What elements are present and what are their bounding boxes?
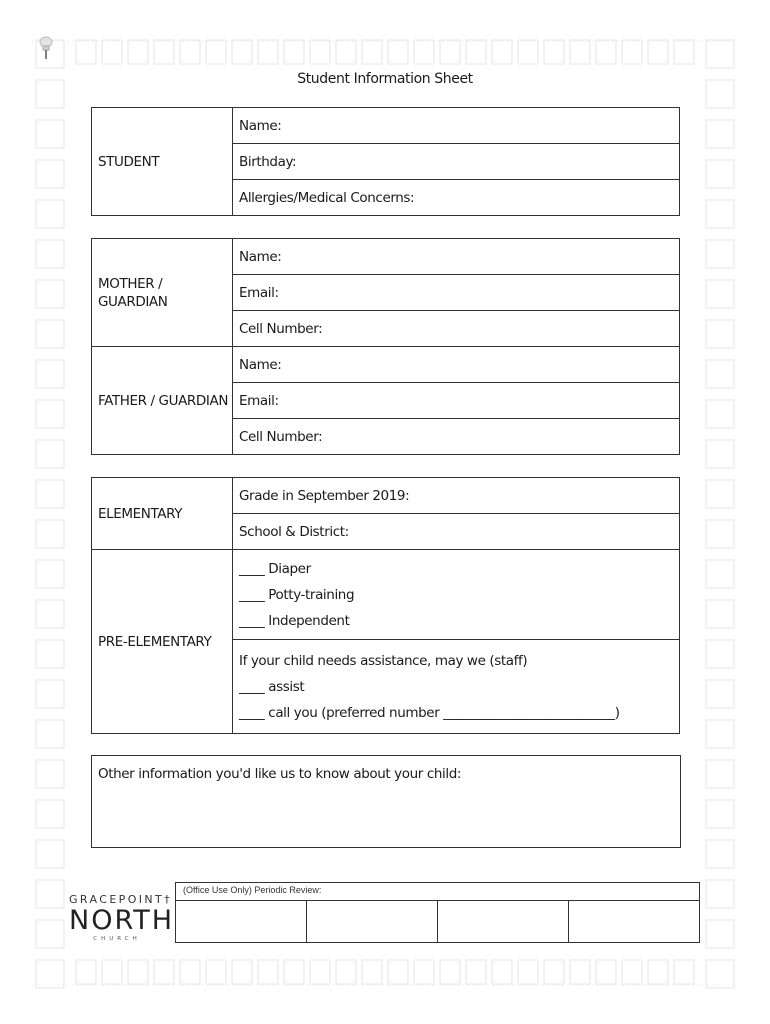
toileting-options xyxy=(233,550,680,640)
frame-square xyxy=(76,960,96,984)
frame-square xyxy=(284,960,304,984)
frame-square xyxy=(258,960,278,984)
frame-square xyxy=(36,840,64,868)
church-logo xyxy=(69,893,175,942)
frame-square xyxy=(706,600,734,628)
frame-square xyxy=(706,320,734,348)
frame-square xyxy=(154,40,174,64)
frame-square xyxy=(36,160,64,188)
grade-field[interactable]: Grade in September 2019: xyxy=(233,478,680,514)
frame-square xyxy=(706,960,734,988)
frame-square xyxy=(440,40,460,64)
frame-square xyxy=(518,40,538,64)
frame-square xyxy=(36,920,64,948)
frame-square xyxy=(440,960,460,984)
frame-square xyxy=(180,960,200,984)
frame-square xyxy=(544,40,564,64)
student-allergies-field[interactable]: Allergies/Medical Concerns: xyxy=(233,180,680,216)
frame-square xyxy=(706,280,734,308)
frame-square xyxy=(36,520,64,548)
pre-elementary-label: PRE-ELEMENTARY xyxy=(92,550,233,734)
frame-square xyxy=(36,760,64,788)
mother-cell-field[interactable]: Cell Number: xyxy=(233,311,680,347)
review-cells xyxy=(176,900,699,943)
frame-square xyxy=(706,880,734,908)
frame-square xyxy=(706,480,734,508)
review-cell[interactable] xyxy=(176,901,307,943)
frame-square xyxy=(414,40,434,64)
frame-square xyxy=(648,40,668,64)
frame-square xyxy=(258,40,278,64)
frame-square xyxy=(336,40,356,64)
father-cell-field[interactable]: Cell Number: xyxy=(233,419,680,455)
option-independent[interactable]: ____ Independent xyxy=(239,612,350,629)
father-guardian-label: FATHER / GUARDIAN xyxy=(92,347,233,455)
assistance-options xyxy=(233,640,680,734)
frame-square xyxy=(284,40,304,64)
review-cell[interactable] xyxy=(569,901,699,943)
frame-square xyxy=(648,960,668,984)
other-information-label: Other information you'd like us to know about your child: xyxy=(98,766,462,782)
frame-square xyxy=(706,840,734,868)
mother-email-field[interactable]: Email: xyxy=(233,275,680,311)
frame-square xyxy=(180,40,200,64)
office-use-box xyxy=(175,882,700,943)
frame-square xyxy=(336,960,356,984)
frame-square xyxy=(36,600,64,628)
frame-square xyxy=(706,760,734,788)
frame-square xyxy=(36,280,64,308)
frame-square xyxy=(310,960,330,984)
frame-square xyxy=(36,400,64,428)
student-section xyxy=(91,107,680,216)
page-title: Student Information Sheet xyxy=(297,71,473,87)
other-information-field[interactable] xyxy=(91,755,681,848)
frame-square xyxy=(570,960,590,984)
frame-square xyxy=(206,40,226,64)
student-label: STUDENT xyxy=(92,108,233,216)
frame-square xyxy=(388,960,408,984)
father-email-field[interactable]: Email: xyxy=(233,383,680,419)
frame-square xyxy=(414,960,434,984)
frame-square xyxy=(36,240,64,268)
pushpin-icon xyxy=(37,36,55,60)
frame-square xyxy=(362,40,382,64)
frame-square xyxy=(706,360,734,388)
frame-square xyxy=(36,720,64,748)
frame-square xyxy=(36,120,64,148)
frame-square xyxy=(36,560,64,588)
option-potty-training[interactable]: ____ Potty-training xyxy=(239,586,355,603)
frame-square xyxy=(674,960,694,984)
frame-square xyxy=(622,960,642,984)
frame-square xyxy=(36,640,64,668)
frame-square xyxy=(36,480,64,508)
frame-square xyxy=(518,960,538,984)
review-cell[interactable] xyxy=(438,901,569,943)
frame-square xyxy=(36,800,64,828)
frame-square xyxy=(706,120,734,148)
frame-square xyxy=(102,40,122,64)
logo-line-1: GRACEPOINT† xyxy=(69,893,173,906)
frame-square xyxy=(492,40,512,64)
frame-square xyxy=(154,960,174,984)
frame-square xyxy=(706,640,734,668)
frame-square xyxy=(206,960,226,984)
frame-square xyxy=(128,960,148,984)
frame-square xyxy=(596,40,616,64)
frame-square xyxy=(706,920,734,948)
frame-square xyxy=(674,40,694,64)
frame-square xyxy=(232,40,252,64)
logo-line-3: CHURCH xyxy=(93,936,141,942)
frame-square xyxy=(36,200,64,228)
frame-square xyxy=(466,40,486,64)
frame-square xyxy=(102,960,122,984)
frame-square xyxy=(706,720,734,748)
frame-square xyxy=(706,680,734,708)
frame-square xyxy=(36,880,64,908)
elementary-label: ELEMENTARY xyxy=(92,478,233,550)
frame-square xyxy=(706,560,734,588)
student-name-field[interactable]: Name: xyxy=(233,108,680,144)
logo-line-2: NORTH xyxy=(69,905,175,936)
frame-square xyxy=(310,40,330,64)
frame-square xyxy=(466,960,486,984)
mother-guardian-label: MOTHER / GUARDIAN xyxy=(92,239,233,347)
frame-square xyxy=(492,960,512,984)
frame-square xyxy=(362,960,382,984)
guardians-section xyxy=(91,238,680,455)
frame-square xyxy=(706,240,734,268)
office-use-label: (Office Use Only) Periodic Review: xyxy=(183,885,322,895)
frame-square xyxy=(622,40,642,64)
frame-square xyxy=(544,960,564,984)
review-cell[interactable] xyxy=(307,901,438,943)
student-birthday-field[interactable]: Birthday: xyxy=(233,144,680,180)
frame-square xyxy=(36,680,64,708)
frame-square xyxy=(36,440,64,468)
frame-square xyxy=(232,960,252,984)
frame-square xyxy=(706,40,734,68)
frame-square xyxy=(706,200,734,228)
frame-square xyxy=(570,40,590,64)
father-name-field[interactable]: Name: xyxy=(233,347,680,383)
frame-square xyxy=(388,40,408,64)
frame-square xyxy=(36,960,64,988)
frame-square xyxy=(706,160,734,188)
frame-square xyxy=(36,360,64,388)
school-district-field[interactable]: School & District: xyxy=(233,514,680,550)
option-assist[interactable]: ____ assist xyxy=(239,678,305,695)
option-call-you[interactable]: ____ call you (preferred number ___________________________) xyxy=(239,704,620,721)
frame-square xyxy=(36,320,64,348)
frame-square xyxy=(596,960,616,984)
frame-square xyxy=(706,800,734,828)
assistance-question: If your child needs assistance, may we (staff) xyxy=(239,652,528,669)
option-diaper[interactable]: ____ Diaper xyxy=(239,560,311,577)
frame-square xyxy=(706,520,734,548)
school-section xyxy=(91,477,680,734)
frame-square xyxy=(706,440,734,468)
frame-square xyxy=(706,400,734,428)
frame-square xyxy=(128,40,148,64)
frame-square xyxy=(76,40,96,64)
mother-name-field[interactable]: Name: xyxy=(233,239,680,275)
